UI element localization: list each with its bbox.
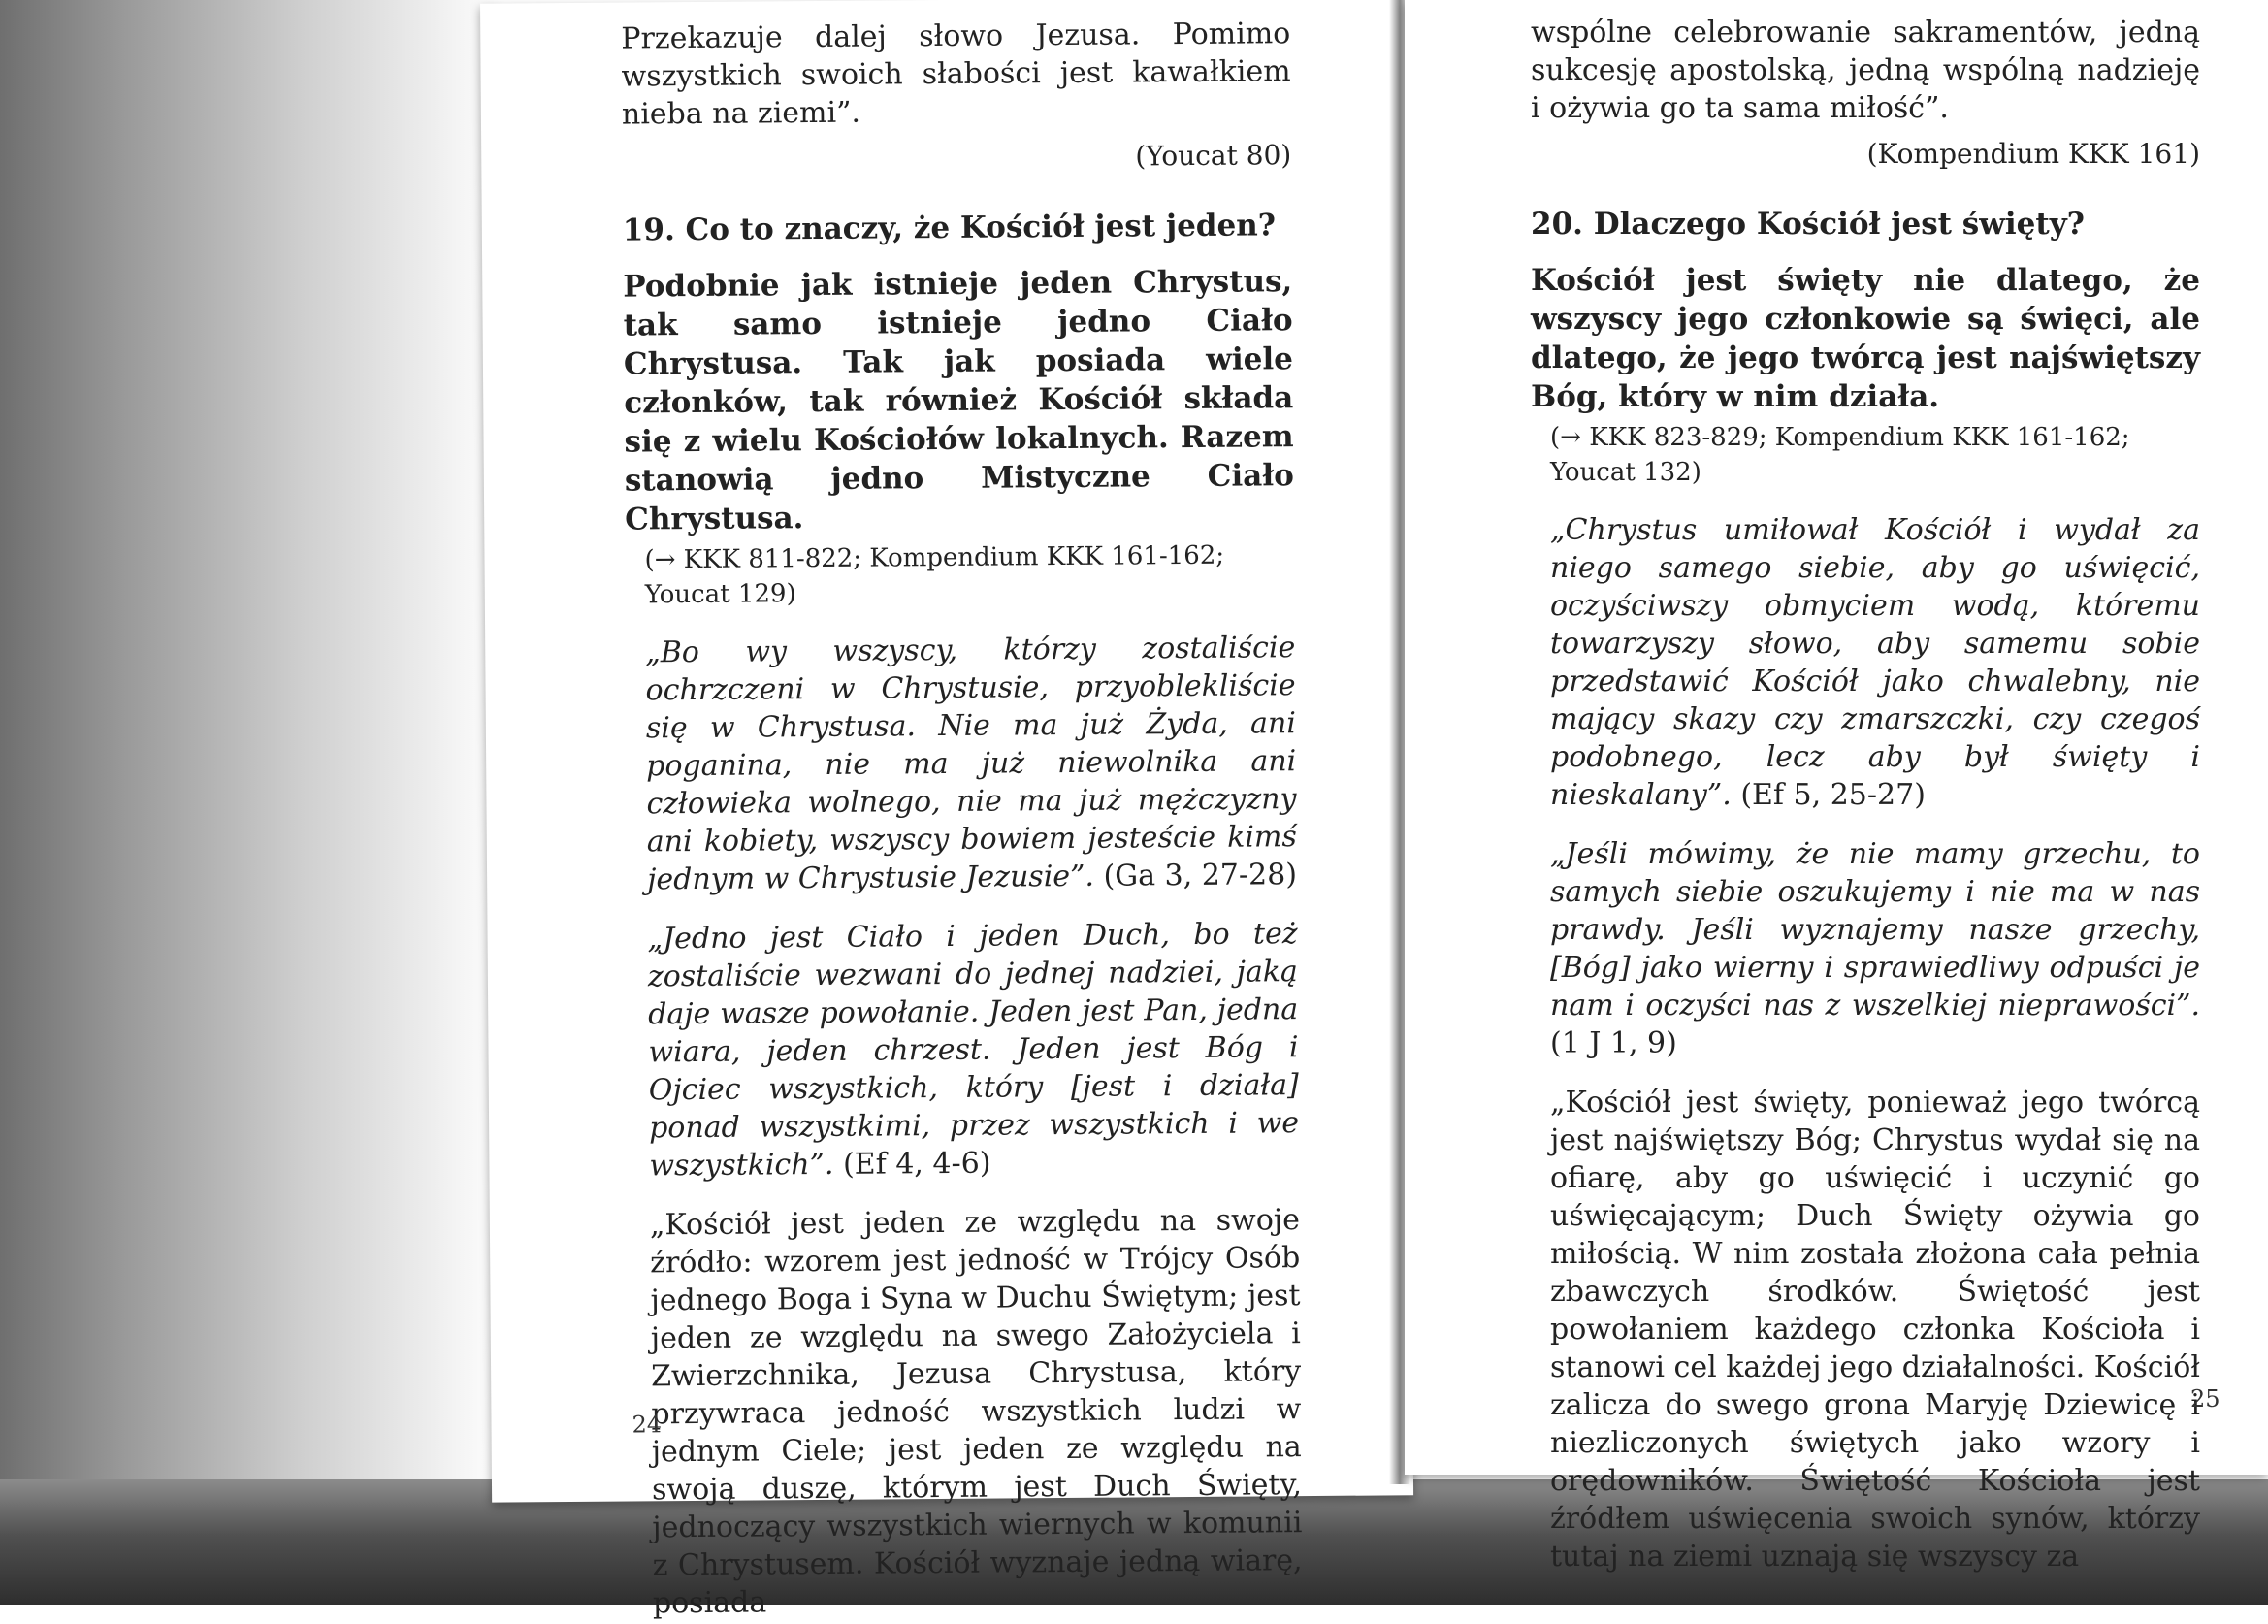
left-quote-2-text: „Jedno jest Ciało i jeden Duch, bo też zostaliście wezwani do jednej nadziei, jaką daje wasze powołanie. Jeden jest Pan, jedna wiara, jeden chrzest. Jeden jest Bóg i Ojciec wszystkich, który [jest i działa] ponad wszystkimi, przez wszystkich i we wszystkich”. <box>647 917 1300 1184</box>
right-quote-2-text: „Jeśli mówimy, że nie mamy grzechu, to samych siebie oszukujemy i nie ma w nas prawdy. Jeśli wyznajemy nasze grzechy, [Bóg] jako wierny i sprawiedliwy odpuści je nam i oczyści nas z wszelkiej nieprawości”. <box>1550 837 2200 1023</box>
left-quote-2 <box>647 915 1299 1185</box>
right-quote-2-source: (1 J 1, 9) <box>1550 1026 1677 1060</box>
left-references: (→ KKK 811-822; Kompendium KKK 161-162; Youcat 129) <box>644 540 1225 610</box>
left-kkk-text: „Kościół jest jeden ze względu na swoje źródło: wzorem jest jedność w Trójcy Osób jednego Boga i Syna w Duchu Świętym; jest jeden ze względu na swego Założyciela i Zwierzchnika, Jezusa Chrystusa, który przywraca jedność wszystkich ludzi w jednym Ciele; jest jeden ze względu na swoją duszę, którym jest Duch Święty, jednoczący wszystkich wiernych w komunii z Chrystusem. Kościół wyznaje jedną wiarę, posiada <box>649 1203 1303 1621</box>
right-page-content <box>1531 14 2200 1575</box>
left-answer: Podobnie jak istnieje jeden Chrystus, tak samo istnieje jedno Ciało Chrystusa. Tak jak posiada wiele członków, tak również Kościół składa się z wielu Kościołów lokalnych. Razem stanowią jedno Mistyczne Ciało Chrystusa. <box>623 264 1295 537</box>
right-question-title: 20. Dlaczego Kościół jest święty? <box>1531 207 2085 242</box>
right-intro-text: wspólne celebrowanie sakramentów, jedną sukcesję apostolską, jedną wspólną nadzieję i ożywia go ta sama miłość”. <box>1531 16 2200 125</box>
left-question-title: 19. Co to znaczy, że Kościół jest jeden? <box>622 208 1277 248</box>
right-quote-1 <box>1550 511 2200 814</box>
left-page <box>480 0 1413 1621</box>
right-page <box>1405 0 2268 1574</box>
right-references: (→ KKK 823-829; Kompendium KKK 161-162; Youcat 132) <box>1550 423 2130 487</box>
right-quote-1-source: (Ef 5, 25-27) <box>1740 778 1926 812</box>
scanner-shadow-left <box>0 0 504 1605</box>
left-page-content <box>621 15 1303 1622</box>
left-quote-1 <box>645 629 1297 898</box>
right-kkk-text: „Kościół jest święty, ponieważ jego twórcą jest najświętszy Bóg; Chrystus wydał się na ofiarę, aby go uświęcić i uczynić go uświęcającym; Duch Święty ożywia go miłością. W nim została złożona cała pełnia zbawczych środków. Świętość jest powołaniem każdego członka Kościoła i stanowi cel każdej jego działalności. Kościół zalicza do swego grona Maryję Dziewicę i niezliczonych świętych jako wzory i orędowników. Świętość Kościoła jest źródłem uświęcenia swoich synów, którzy tutaj na ziemi uznają się wszyscy za <box>1550 1086 2200 1574</box>
left-quote-1-text: „Bo wy wszyscy, którzy zostaliście ochrzczeni w Chrystusie, przyoblekliście się w Chrystusa. Nie ma już Żyda, ani poganina, nie ma już niewolnika ani człowieka wolnego, nie ma już mężczyzny ani kobiety, wszyscy bowiem jesteście kimś jednym w Chrystusie Jezusie”. <box>645 631 1297 897</box>
right-answer: Kościół jest święty nie dlatego, że wszyscy jego członkowie są święci, ale dlatego, że jego twórcą jest najświętszy Bóg, który w nim działa. <box>1531 263 2200 414</box>
left-quote-1-source: (Ga 3, 27-28) <box>1103 858 1298 893</box>
left-intro-text: Przekazuje dalej słowo Jezusa. Pomimo wszystkich swoich słabości jest kawałkiem nieba na ziemi”. <box>621 16 1291 132</box>
left-intro-source: (Youcat 80) <box>1135 139 1292 173</box>
right-quote-2 <box>1550 835 2200 1062</box>
left-page-number: 24 <box>632 1411 663 1439</box>
right-page-number: 25 <box>2190 1385 2220 1413</box>
right-intro-source: (Kompendium KKK 161) <box>1866 138 2200 170</box>
left-quote-2-source: (Ef 4, 4-6) <box>842 1146 991 1182</box>
right-quote-1-text: „Chrystus umiłował Kościół i wydał za niego samego siebie, aby go uświęcić, oczyściwszy obmyciem wodą, któremu towarzyszy słowo, aby samemu sobie przedstawić Kościół jako chwalebny, nie mający skazy czy zmarszczki, czy czegoś podobnego, lecz aby był święty i nieskalany”. <box>1550 513 2200 812</box>
